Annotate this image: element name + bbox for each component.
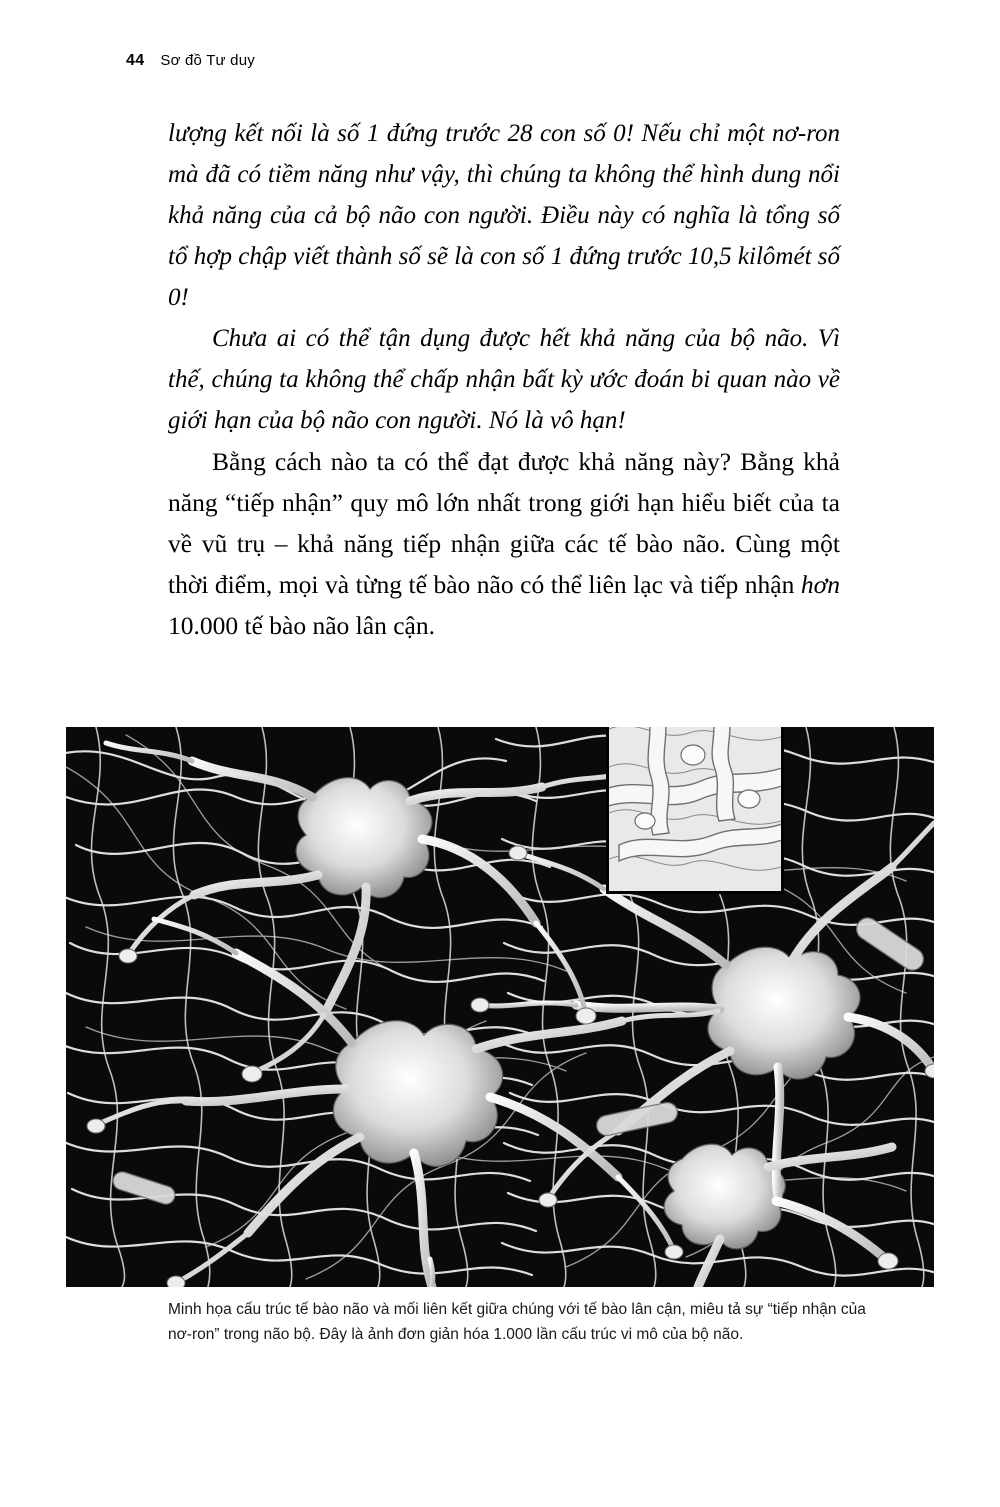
paragraph-3-emphasis: hơn [800,570,840,599]
paragraph-3-part1: Bằng cách nào ta có thể đạt được khả năng này? Bằng khả năng “tiếp nhận” quy mô lớn nhất trong giới hạn hiểu biết của ta về vũ trụ – khả năng tiếp nhận giữa các tế bào não. Cùng một thời điểm, mọi và từng tế bào não có thể liên lạc và tiếp nhận [168,447,840,599]
page-header [126,52,255,70]
neuron-network-graphic [66,727,934,1287]
neuron-network-illustration [66,727,934,1287]
running-title: Sơ đồ Tư duy [160,52,255,69]
paragraph-3 [168,441,840,646]
figure-caption: Minh họa cấu trúc tế bào não và mối liên kết giữa chúng với tế bào lân cận, miêu tả sự “tiếp nhận của nơ-ron” trong não bộ. Đây là ảnh đơn giản hóa 1.000 lần cấu trúc vi mô của bộ não. [168,1301,866,1343]
page-number: 44 [126,52,145,69]
synapse-detail-inset [606,727,784,894]
body-text-column [168,113,840,646]
paragraph-1: lượng kết nối là số 1 đứng trước 28 con số 0! Nếu chỉ một nơ-ron mà đã có tiềm năng như vậy, thì chúng ta không thể hình dung nổi khả năng của cả bộ não con người. Điều này có nghĩa là tổng số tổ hợp chập viết thành số sẽ là con số 1 đứng trước 10,5 kilômét số 0! [168,120,840,311]
paragraph-2: Chưa ai có thể tận dụng được hết khả năng của bộ não. Vì thế, chúng ta không thể chấp nhận bất kỳ ước đoán bi quan nào về giới hạn của bộ não con người. Nó là vô hạn! [168,325,840,434]
paragraph-3-part2: 10.000 tế bào não lân cận. [168,611,435,640]
synapse-detail-graphic [609,727,781,891]
